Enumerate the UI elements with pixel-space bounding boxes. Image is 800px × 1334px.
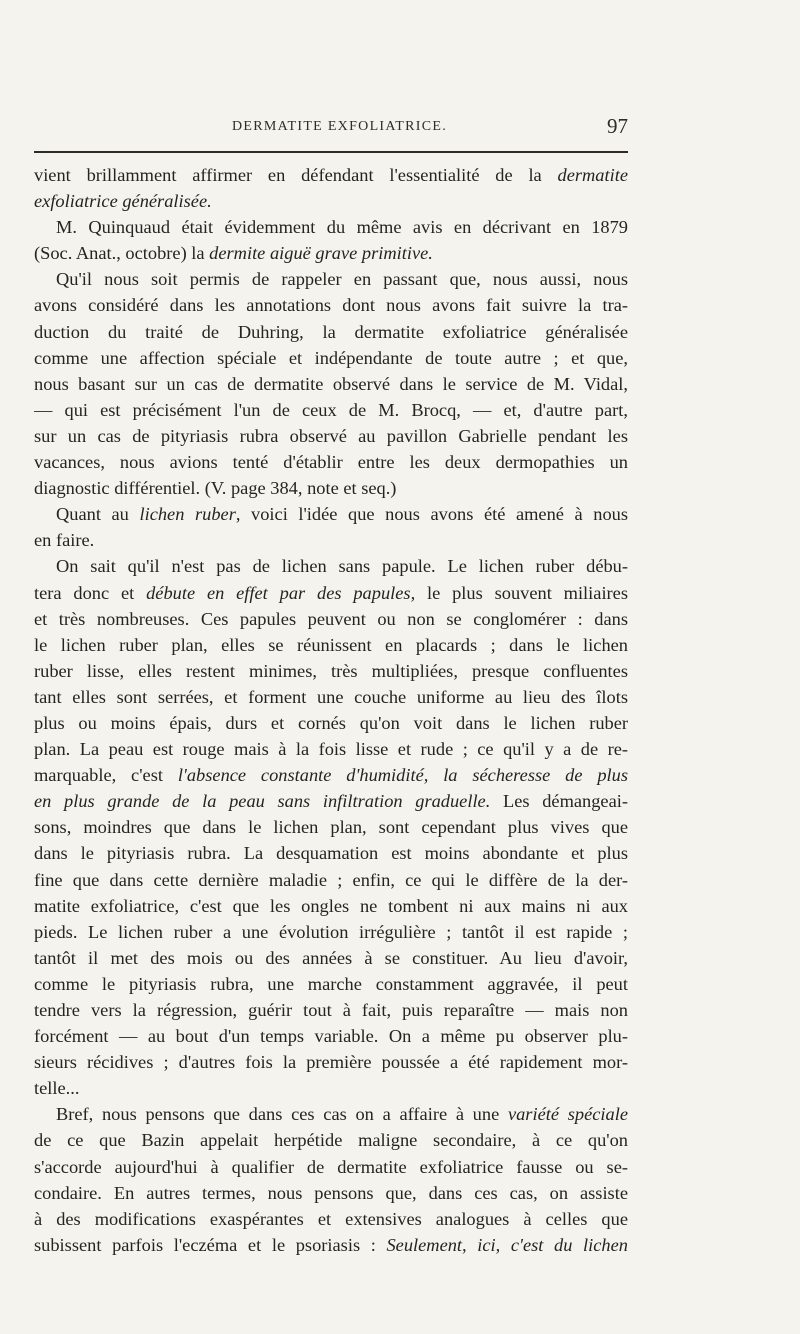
text-segment: avons considéré dans les annotations dont nous avons fait suivre la tra-	[34, 295, 628, 316]
text-segment: le lichen ruber plan, elles se réunissent en placards ; dans le lichen	[34, 634, 628, 655]
text-segment: marquable, c'est	[34, 765, 178, 786]
text-line	[34, 527, 628, 553]
text-line	[34, 1127, 628, 1153]
italic-text-segment: lichen ruber	[139, 504, 236, 525]
text-line	[34, 1232, 628, 1258]
text-line	[34, 214, 628, 240]
text-line	[34, 1049, 628, 1075]
text-segment: dans le pityriasis rubra. La desquamation est moins abondante et plus	[34, 843, 628, 864]
header-rule	[34, 151, 628, 153]
text-line	[34, 1075, 628, 1101]
text-segment: de ce que Bazin appelait herpétide maligne secondaire, à ce qu'on	[34, 1130, 628, 1151]
text-line	[34, 893, 628, 919]
text-line	[34, 762, 628, 788]
text-segment: comme une affection spéciale et indépendante de toute autre ; et que,	[34, 347, 628, 368]
text-segment: tera donc et	[34, 582, 147, 603]
text-segment: Qu'il nous soit permis de rappeler en passant que, nous aussi, nous	[56, 269, 628, 290]
text-segment: sieurs récidives ; d'autres fois la première poussée a été rapidement mor-	[34, 1052, 628, 1073]
text-segment: plan. La peau est rouge mais à la fois lisse et rude ; ce qu'il y a de re-	[34, 739, 628, 760]
text-segment: On sait qu'il n'est pas de lichen sans papule. Le lichen ruber débu-	[56, 556, 628, 577]
text-segment: vacances, nous avions tenté d'établir entre les deux dermopathies un	[34, 452, 628, 473]
text-segment: , voici l'idée que nous avons été amené à nous	[235, 504, 628, 525]
text-line	[34, 1180, 628, 1206]
text-line	[34, 606, 628, 632]
text-line	[34, 658, 628, 684]
text-segment: s'accorde aujourd'hui à qualifier de dermatite exfoliatrice fausse ou se-	[34, 1156, 628, 1177]
text-line	[34, 449, 628, 475]
text-segment: matite exfoliatrice, c'est que les ongles ne tombent ni aux mains ni aux	[34, 895, 628, 916]
text-segment: telle...	[34, 1078, 80, 1099]
text-segment: plus ou moins épais, durs et cornés qu'on voit dans le lichen ruber	[34, 712, 628, 733]
italic-text-segment: exfoliatrice généralisée.	[34, 191, 212, 212]
text-line	[34, 266, 628, 292]
text-segment: (Soc. Anat., octobre) la	[34, 243, 210, 264]
text-line	[34, 971, 628, 997]
body-text	[34, 162, 628, 1258]
italic-text-segment: débute en effet par des papules,	[146, 582, 416, 603]
text-segment: Bref, nous pensons que dans ces cas on a affaire à une	[56, 1104, 508, 1125]
text-segment: M. Quinquaud était évidemment du même avis en décrivant en 1879	[56, 217, 628, 238]
text-segment: tant elles sont serrées, et forment une couche uniforme au lieu des îlots	[34, 686, 628, 707]
text-segment: comme le pityriasis rubra, une marche constamment aggravée, il peut	[34, 973, 628, 994]
text-line	[34, 684, 628, 710]
text-segment: tantôt il met des mois ou des années à se constituer. Au lieu d'avoir,	[34, 947, 628, 968]
text-line	[34, 945, 628, 971]
text-line	[34, 240, 628, 266]
text-line	[34, 919, 628, 945]
text-segment: forcément — au bout d'un temps variable. On a même pu observer plu-	[34, 1026, 628, 1047]
text-line	[34, 292, 628, 318]
italic-text-segment: variété spéciale	[507, 1104, 628, 1125]
running-title: DERMATITE EXFOLIATRICE.	[232, 119, 447, 134]
text-line	[34, 1023, 628, 1049]
text-line	[34, 162, 628, 188]
text-segment: sons, moindres que dans le lichen plan, sont cependant plus vives que	[34, 817, 628, 838]
text-line	[34, 1206, 628, 1232]
text-segment: ruber lisse, elles restent minimes, très multipliées, presque confluentes	[34, 660, 628, 681]
text-segment: Les démangeai-	[490, 791, 628, 812]
text-line	[34, 788, 628, 814]
text-line	[34, 553, 628, 579]
text-line	[34, 345, 628, 371]
text-segment: pieds. Le lichen ruber a une évolution irrégulière ; tantôt il est rapide ;	[34, 921, 628, 942]
text-line	[34, 397, 628, 423]
text-segment: diagnostic différentiel. (V. page 384, note et seq.)	[34, 478, 397, 499]
text-segment: — qui est précisément l'un de ceux de M. Brocq, — et, d'autre part,	[34, 399, 628, 420]
text-line	[34, 501, 628, 527]
italic-text-segment: en plus grande de la peau sans infiltration graduelle.	[34, 791, 491, 812]
text-segment: subissent parfois l'eczéma et le psoriasis :	[34, 1234, 387, 1255]
text-line	[34, 997, 628, 1023]
text-line	[34, 319, 628, 345]
text-segment: vient brillamment affirmer en défendant l'essentialité de la	[34, 165, 558, 185]
text-segment: condaire. En autres termes, nous pensons que, dans ces cas, on assiste	[34, 1182, 628, 1203]
text-line	[34, 840, 628, 866]
text-segment: duction du traité de Duhring, la dermatite exfoliatrice généralisée	[34, 321, 628, 342]
text-line	[34, 1101, 628, 1127]
text-segment: tendre vers la régression, guérir tout à fait, puis reparaître — mais non	[34, 1000, 628, 1020]
text-segment: sur un cas de pityriasis rubra observé au pavillon Gabrielle pendant les	[34, 425, 628, 446]
italic-text-segment: Seulement, ici, c'est du lichen	[386, 1234, 628, 1255]
text-line	[34, 423, 628, 449]
text-line	[34, 1154, 628, 1180]
page-number: 97	[607, 114, 628, 138]
text-segment: en faire.	[34, 530, 95, 551]
text-line	[34, 580, 628, 606]
italic-text-segment: dermatite	[557, 165, 628, 185]
text-segment: à des modifications exaspérantes et extensives analogues à celles que	[34, 1208, 628, 1229]
text-segment: fine que dans cette dernière maladie ; enfin, ce qui le diffère de la der-	[34, 869, 628, 890]
page-header	[34, 114, 628, 138]
text-segment: Quant au	[56, 504, 140, 525]
text-line	[34, 475, 628, 501]
italic-text-segment: l'absence constante d'humidité, la sécheresse de plus	[177, 765, 628, 786]
text-line	[34, 632, 628, 658]
text-line	[34, 736, 628, 762]
text-segment: nous basant sur un cas de dermatite observé dans le service de M. Vidal,	[34, 373, 628, 394]
text-line	[34, 188, 628, 214]
text-segment: et très nombreuses. Ces papules peuvent ou non se conglomérer : dans	[34, 608, 628, 629]
text-line	[34, 814, 628, 840]
text-line	[34, 710, 628, 736]
text-segment: le plus souvent miliaires	[415, 582, 628, 603]
italic-text-segment: dermite aiguë grave primitive.	[209, 243, 433, 264]
text-line	[34, 371, 628, 397]
text-line	[34, 867, 628, 893]
